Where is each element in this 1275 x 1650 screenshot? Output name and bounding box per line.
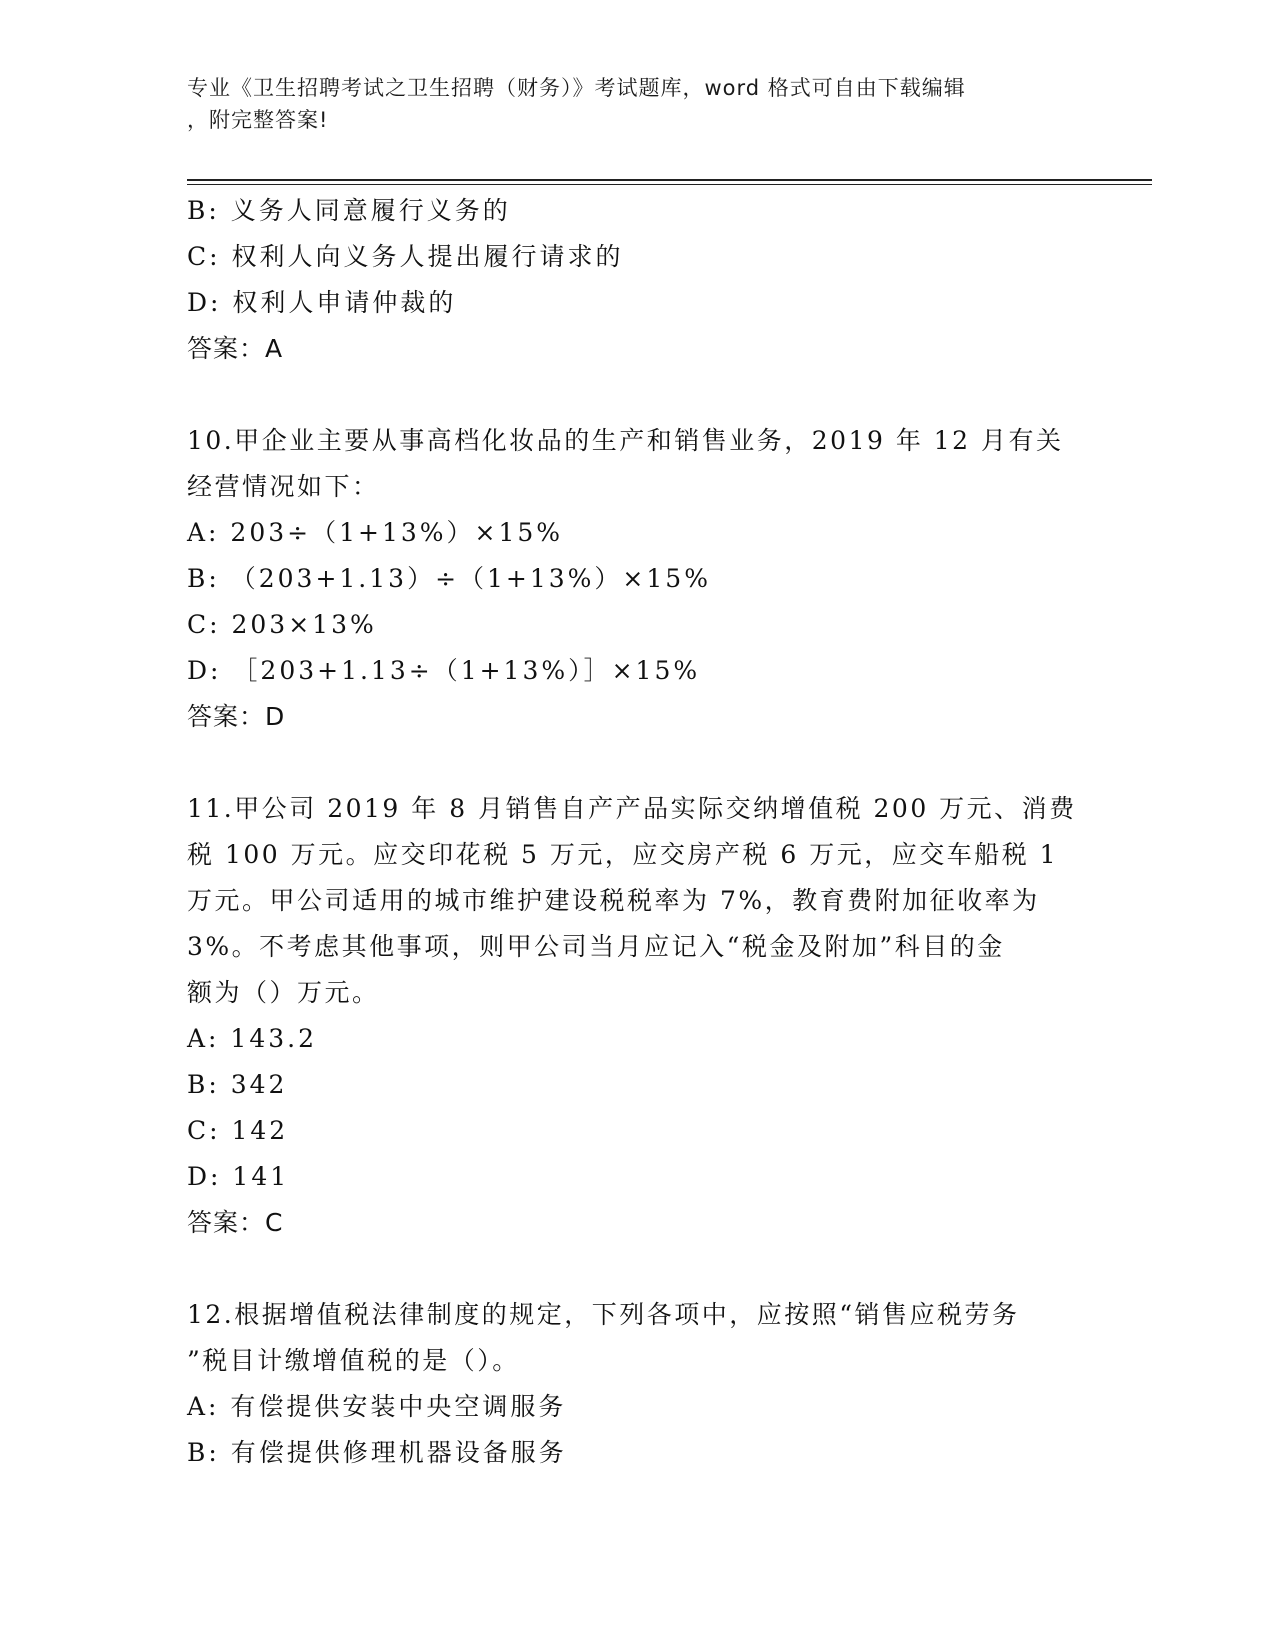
header-line-1: 专业《卫生招聘考试之卫生招聘（财务）》考试题库，word 格式可自由下载编辑: [187, 76, 966, 100]
q10-option-c: C: 203×13%: [187, 610, 377, 639]
question-content: [187, 188, 1087, 1476]
header-divider-thin: [187, 184, 1152, 185]
header-divider-thick: [187, 179, 1152, 181]
question-9: [187, 188, 1087, 372]
q11-stem-line: 11.甲公司 2019 年 8 月销售自产产品实际交纳增值税 200 万元、消费: [187, 794, 1077, 823]
q11-answer: 答案：C: [187, 1208, 284, 1237]
question-11: [187, 786, 1087, 1246]
q11-stem-line: 税 100 万元。应交印花税 5 万元，应交房产税 6 万元，应交车船税 1: [187, 840, 1059, 869]
q10-stem-line: 10.甲企业主要从事高档化妆品的生产和销售业务，2019 年 12 月有关: [187, 426, 1064, 455]
question-10: [187, 418, 1087, 740]
q10-answer: 答案：D: [187, 702, 286, 731]
q11-option-b: B: 342: [187, 1070, 288, 1099]
q9-option-d: D: 权利人申请仲裁的: [187, 288, 457, 317]
q12-stem-line: 12.根据增值税法律制度的规定，下列各项中，应按照“销售应税劳务: [187, 1300, 1020, 1329]
q9-option-b: B: 义务人同意履行义务的: [187, 196, 511, 225]
question-spacer: [187, 740, 1087, 786]
q10-stem-line: 经营情况如下：: [187, 472, 380, 501]
q11-option-d: D: 141: [187, 1162, 290, 1191]
question-spacer: [187, 372, 1087, 418]
q10-option-b: B: （203+1.13）÷（1+13%）×15%: [187, 564, 711, 593]
q10-option-d: D: ［203+1.13÷（1+13%）］×15%: [187, 656, 701, 685]
q12-stem-line: ”税目计缴增值税的是（）。: [187, 1346, 520, 1375]
q10-option-a: A: 203÷（1+13%）×15%: [187, 518, 564, 547]
header-line-2: ，附完整答案!: [187, 108, 329, 132]
question-spacer: [187, 1246, 1087, 1292]
q11-stem-line: 万元。甲公司适用的城市维护建设税税率为 7%，教育费附加征收率为: [187, 886, 1040, 915]
q11-option-a: A: 143.2: [187, 1024, 317, 1053]
q11-option-c: C: 142: [187, 1116, 289, 1145]
document-header: [187, 72, 1077, 136]
q9-option-c: C: 权利人向义务人提出履行请求的: [187, 242, 624, 271]
q12-option-b: B: 有偿提供修理机器设备服务: [187, 1438, 567, 1467]
q11-stem-line: 3%。不考虑其他事项，则甲公司当月应记入“税金及附加”科目的金: [187, 932, 1005, 961]
q11-stem-line: 额为（）万元。: [187, 978, 380, 1007]
question-12: [187, 1292, 1087, 1476]
q9-answer: 答案：A: [187, 334, 284, 363]
q12-option-a: A: 有偿提供安装中央空调服务: [187, 1392, 567, 1421]
